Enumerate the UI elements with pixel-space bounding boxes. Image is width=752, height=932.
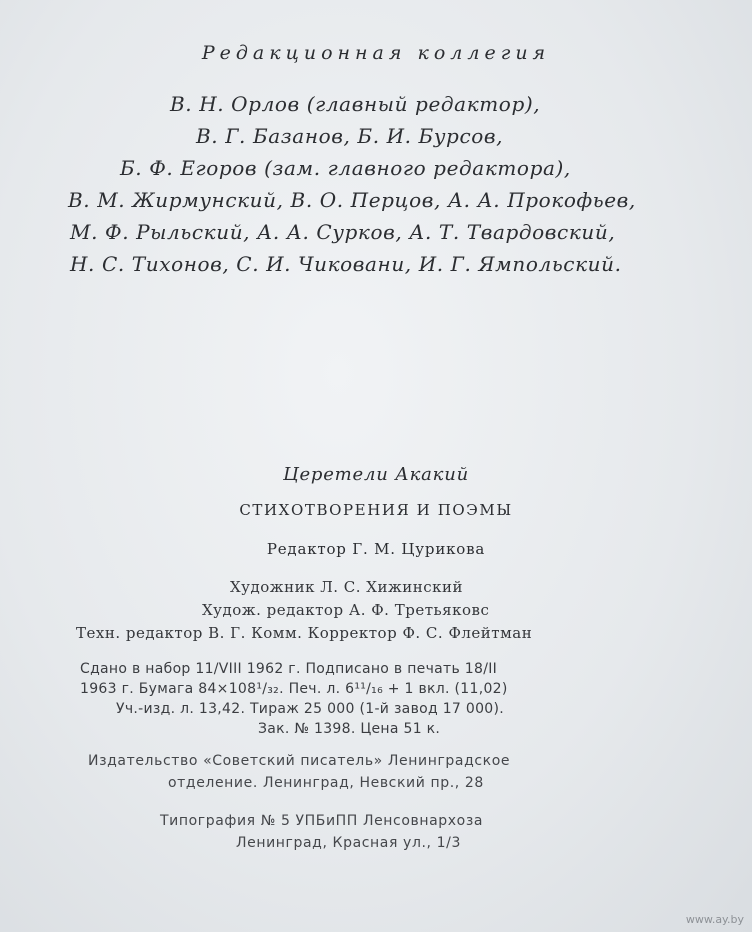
staff-line-artist: Художник Л. С. Хижинский [230,578,464,596]
board-line: Б. Ф. Егоров (зам. главного редактора), [120,156,571,180]
printer-line: Типография № 5 УПБиПП Ленсовнархоза [160,813,484,829]
board-line: Н. С. Тихонов, С. И. Чиковани, И. Г. Ямпольский. [70,252,622,276]
publisher-line: отделение. Ленинград, Невский пр., 28 [168,775,484,791]
staff-line-tech-editor: Техн. редактор В. Г. Комм. Корректор Ф. С. Флейтман [76,624,533,642]
board-line: В. Н. Орлов (главный редактор), [170,92,541,116]
board-line: В. Г. Базанов, Б. И. Бурсов, [196,124,504,148]
book-author: Церетели Акакий [282,464,470,485]
board-line: М. Ф. Рыльский, А. А. Сурков, А. Т. Твардовский, [70,220,616,244]
board-line: В. М. Жирмунский, В. О. Перцов, А. А. Прокофьев, [68,188,636,212]
imprint-line: Уч.-изд. л. 13,42. Тираж 25 000 (1-й завод 17 000). [116,701,505,717]
imprint-line: 1963 г. Бумага 84×108¹/₃₂. Печ. л. 6¹¹/₁₆ + 1 вкл. (11,02) [80,681,508,697]
book-editor: Редактор Г. М. Цурикова [266,540,486,558]
printer-line: Ленинград, Красная ул., 1/3 [236,835,461,851]
staff-line-art-editor: Худож. редактор А. Ф. Третьяковс [202,601,490,619]
imprint-line: Сдано в набор 11/VIII 1962 г. Подписано в печать 18/II [80,661,498,677]
book-title: СТИХОТВОРЕНИЯ И ПОЭМЫ [239,501,513,519]
publisher-line: Издательство «Советский писатель» Ленинградское [88,753,511,769]
imprint-line: Зак. № 1398. Цена 51 к. [258,721,441,737]
editorial-board-title: Редакционная коллегия [201,42,551,64]
watermark: www.ay.by [685,913,744,926]
